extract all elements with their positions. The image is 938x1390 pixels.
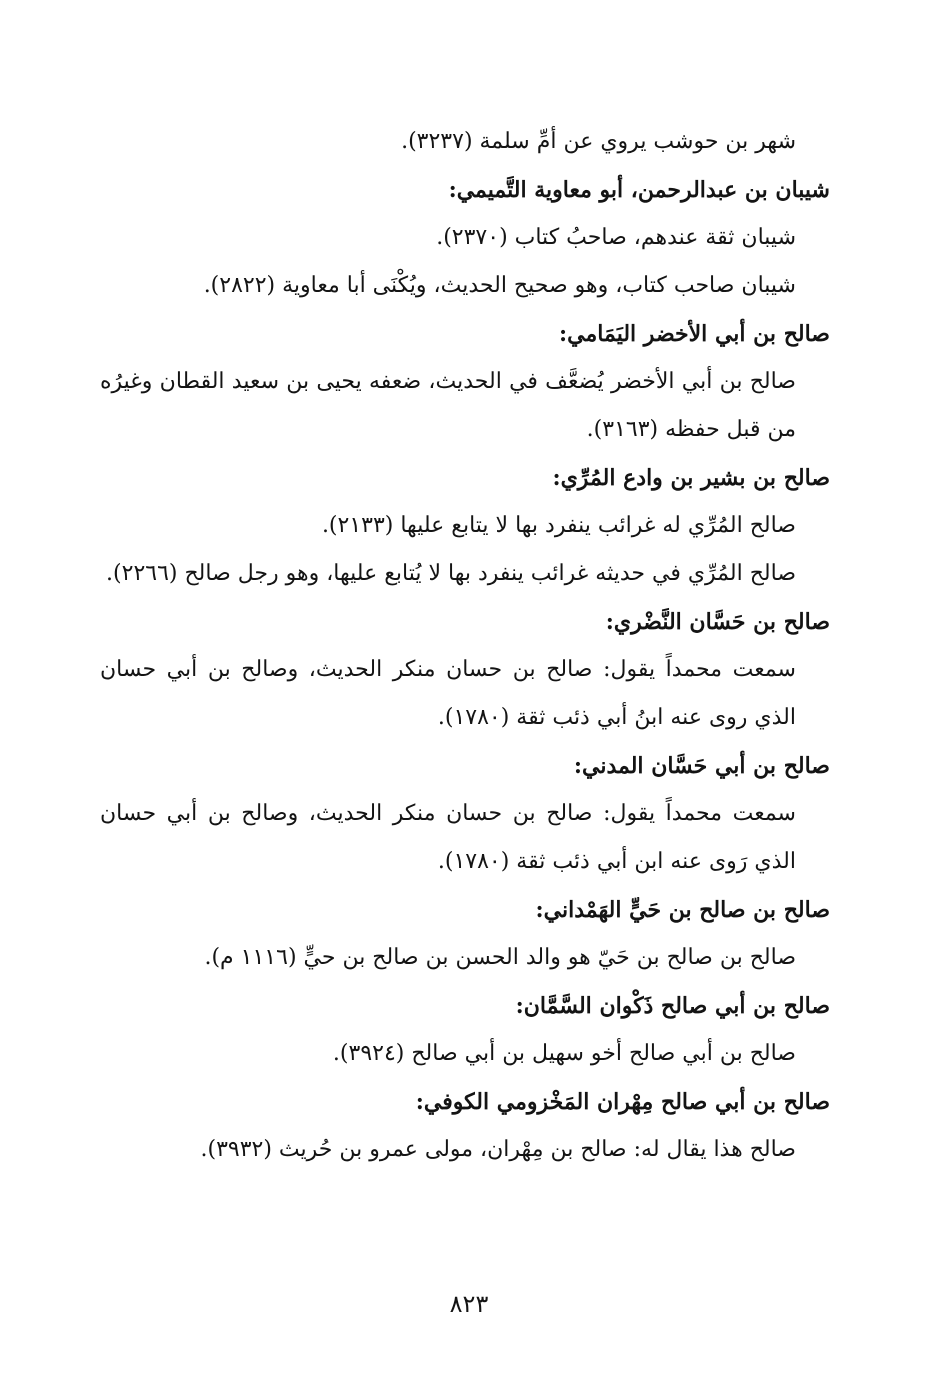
entry-text: سمعت محمداً يقول: صالح بن حسان منكر الحديث، وصالح بن أبي حسان الذي رَوى عنه ابن أبي ذئب ثقة (١٧٨٠). [100, 801, 796, 874]
page-number: ٨٢٣ [449, 1290, 489, 1318]
entry-text: صالح هذا يقال له: صالح بن مِهْران، مولى عمرو بن حُريث (٣٩٣٢). [200, 1137, 796, 1162]
entry-text: سمعت محمداً يقول: صالح بن حسان منكر الحديث، وصالح بن أبي حسان الذي روى عنه ابنُ أبي ذئب ثقة (١٧٨٠). [100, 657, 796, 730]
narrator-heading: صالح بن أبي الأخضر اليَمَامي: [559, 321, 830, 347]
entry-text: شيبان ثقة عندهم، صاحبُ كتاب (٢٣٧٠). [436, 225, 796, 250]
entry-text: صالح المُرِّي له غرائب ينفرد بها لا يتابع عليها (٢١٣٣). [321, 513, 796, 538]
entry-text: صالح المُرِّي في حديثه غرائب ينفرد بها لا يُتابع عليها، وهو رجل صالح (٢٢٦٦). [106, 561, 796, 586]
narrator-heading: صالح بن أبي حَسَّان المدني: [573, 753, 830, 779]
narrator-heading: صالح بن أبي صالح مِهْران المَخْزومي الكوفي: [415, 1089, 830, 1115]
entry-text: شيبان صاحب كتاب، وهو صحيح الحديث، ويُكْنَى أبا معاوية (٢٨٢٢). [203, 273, 796, 298]
narrator-heading: شيبان بن عبدالرحمن، أبو معاوية التَّميمي: [448, 177, 830, 203]
entry-text: شهر بن حوشب يروي عن أمِّ سلمة (٣٢٣٧). [401, 129, 796, 154]
narrator-heading: صالح بن حَسَّان النَّضْري: [605, 609, 830, 635]
page-body [100, 118, 830, 1174]
narrator-heading: صالح بن أبي صالح ذَكْوان السَّمَّان: [515, 993, 830, 1019]
narrator-heading: صالح بن صالح بن حَيٍّ الهَمْداني: [535, 897, 830, 923]
entry-text: صالح بن صالح بن حَيّ هو والد الحسن بن صالح بن حيٍّ (١١١٦ م). [204, 945, 796, 970]
entry-text: صالح بن أبي صالح أخو سهيل بن أبي صالح (٣٩٢٤). [332, 1041, 796, 1066]
entry-text: صالح بن أبي الأخضر يُضعَّف في الحديث، ضعفه يحيى بن سعيد القطان وغيرُه من قبل حفظه (٣١٦٣). [100, 369, 796, 442]
narrator-heading: صالح بن بشير بن وادع المُرِّي: [552, 465, 830, 491]
